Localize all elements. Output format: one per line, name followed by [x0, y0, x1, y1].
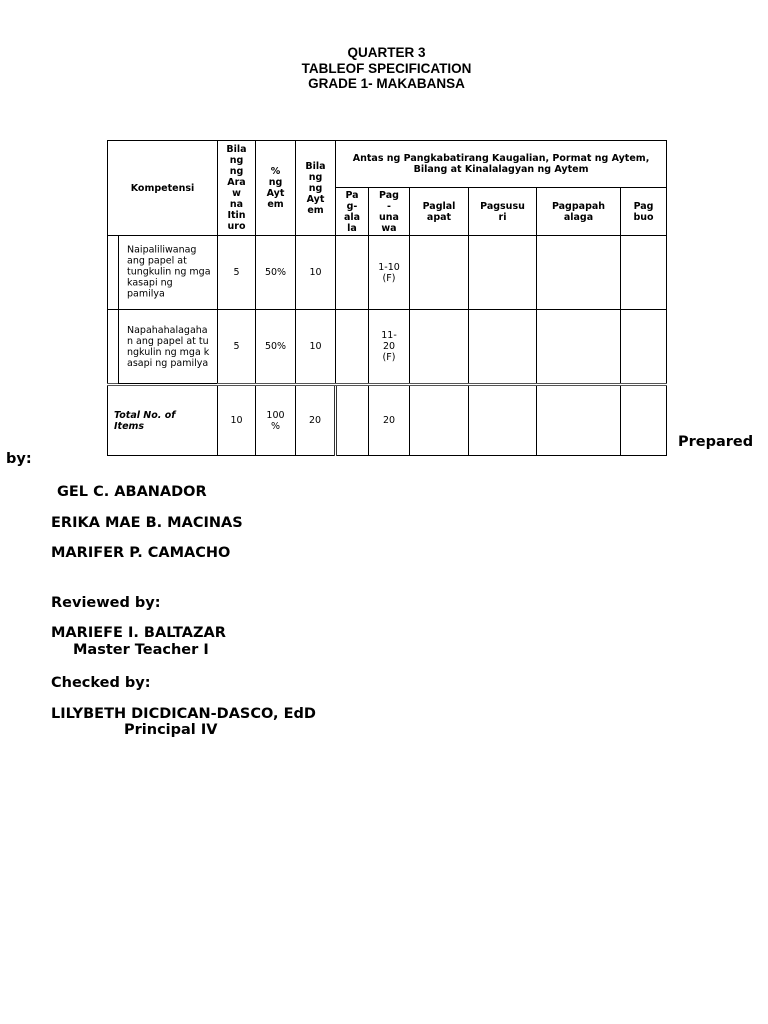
header-level-pagalala — [336, 188, 369, 236]
tos-heading: TABLEOF SPECIFICATION — [301, 60, 472, 76]
header-level-text: Pag buo — [633, 200, 654, 223]
level-cell-text: 1-10 (F) — [378, 261, 400, 284]
header-row — [108, 141, 667, 188]
header-level-pagsusuri — [469, 188, 537, 236]
level-cell-pagalala — [336, 236, 369, 310]
level-cell-pagpapahalaga — [537, 236, 621, 310]
total-level-paglalapat — [410, 385, 469, 456]
total-label — [108, 385, 218, 456]
total-level-pagpapahalaga — [537, 385, 621, 456]
level-cell-pagbuo — [621, 236, 667, 310]
level-cell-pagsusuri — [469, 236, 537, 310]
competency-inner-border — [118, 235, 217, 309]
header-level-pagpapahalaga — [537, 188, 621, 236]
quarter-heading: QUARTER 3 — [347, 45, 426, 60]
header-antas-group-text: Antas ng Pangkabatirang Kaugalian, Pormat ng Aytem, Bilang at Kinalalagyan ng Aytem — [352, 153, 650, 175]
level-cell-pagunawa — [369, 310, 410, 385]
header-kompetensi: Kompetensi — [108, 141, 218, 236]
table-row — [108, 236, 667, 310]
header-level-text: Pagpapah alaga — [551, 200, 606, 223]
total-label-text: Total No. of Items — [114, 409, 176, 432]
header-antas-group — [336, 141, 667, 188]
level-cell-pagbuo — [621, 310, 667, 385]
bilang-araw-cell: 5 — [218, 236, 256, 310]
header-level-text: Pa g- ala la — [343, 189, 361, 234]
preparer-name: MARIFER P. CAMACHO — [51, 545, 231, 561]
total-level-pagbuo — [621, 385, 667, 456]
percent-cell: 50% — [256, 236, 296, 310]
bilang-aytem-cell: 10 — [296, 236, 336, 310]
header-level-text: Pagsusu ri — [480, 200, 525, 223]
reviewer-name: MARIEFE I. BALTAZAR — [51, 625, 226, 641]
bilang-araw-cell: 5 — [218, 310, 256, 385]
level-cell-paglalapat — [410, 236, 469, 310]
header-level-text: Paglal apat — [422, 200, 456, 223]
grade-subject-heading: GRADE 1- MAKABANSA — [308, 76, 465, 91]
level-cell-paglalapat — [410, 310, 469, 385]
reviewer-title: Master Teacher I — [73, 642, 209, 658]
header-percent-aytem-text: % ng Ayt em — [266, 166, 285, 210]
total-level-pagalala — [336, 385, 369, 456]
checker-title: Principal IV — [124, 722, 218, 738]
header-percent-aytem — [256, 141, 296, 236]
document-title — [0, 45, 768, 92]
header-bilang-aytem-text: Bila ng ng Ayt em — [305, 160, 326, 216]
competency-cell — [108, 310, 218, 385]
header-level-text: Pag - una wa — [379, 189, 399, 234]
competency-text-content: Napahahalagahan ang papel at tungkulin ng mga kasapi ng pamilya — [127, 324, 210, 369]
total-level-pagunawa: 20 — [369, 385, 410, 456]
total-percent — [256, 385, 296, 456]
level-cell-pagalala — [336, 310, 369, 385]
level-cell-text: 11- 20 (F) — [381, 330, 397, 363]
competency-text: Naipaliliwanag ang papel at tungkulin ng mga kasapi ng pamilya — [127, 244, 211, 300]
total-bilang-araw: 10 — [218, 385, 256, 456]
level-cell-pagunawa — [369, 236, 410, 310]
header-bilang-aytem — [296, 141, 336, 236]
header-bilang-araw-text: Bila ng ng Ara w na Itin uro — [226, 144, 247, 232]
preparer-name: ERIKA MAE B. MACINAS — [51, 515, 243, 531]
total-level-pagsusuri — [469, 385, 537, 456]
total-percent-text: 100 % — [266, 409, 285, 432]
checker-name: LILYBETH DICDICAN-DASCO, EdD — [51, 706, 316, 722]
table-row — [108, 310, 667, 385]
level-cell-pagsusuri — [469, 310, 537, 385]
header-level-pagunawa — [369, 188, 410, 236]
total-bilang-aytem: 20 — [296, 385, 336, 456]
competency-text — [127, 325, 213, 369]
header-bilang-araw — [218, 141, 256, 236]
prepared-by-label: by: — [6, 451, 32, 467]
checked-by-label: Checked by: — [51, 675, 151, 691]
prepared-label: Prepared — [678, 434, 754, 450]
competency-cell — [108, 236, 218, 310]
header-level-paglalapat — [410, 188, 469, 236]
table-of-specification — [107, 140, 667, 456]
reviewed-by-label: Reviewed by: — [51, 595, 161, 611]
level-cell-pagpapahalaga — [537, 310, 621, 385]
header-level-pagbuo — [621, 188, 667, 236]
competency-inner-border — [118, 310, 217, 384]
bilang-aytem-cell: 10 — [296, 310, 336, 385]
total-row — [108, 385, 667, 456]
percent-cell: 50% — [256, 310, 296, 385]
preparer-name: GEL C. ABANADOR — [57, 484, 207, 500]
